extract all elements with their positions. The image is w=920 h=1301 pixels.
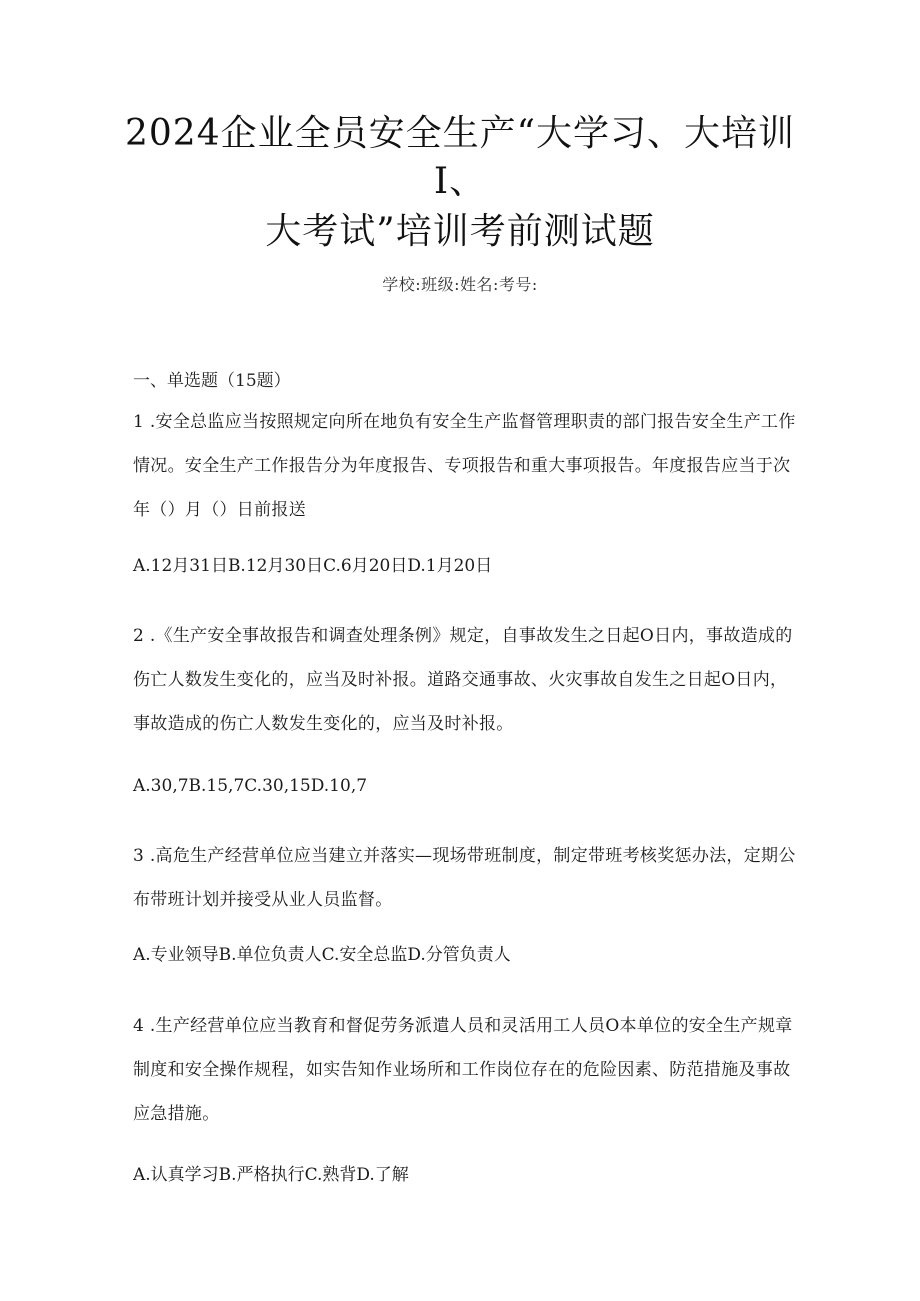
- document-title-line-1: 2024企业全员安全生产“大学习、大培训: [124, 113, 796, 154]
- document-title-line-3: 大考试”培训考前测试题: [265, 211, 655, 252]
- question-2-text: 2 .《生产安全事故报告和调查处理条例》规定，自事故发生之日起O日内，事故造成的伤亡人数发生变化的，应当及时补报。道路交通事故、火灾事故自发生之日起O日内，事故造成的伤亡人数发生变化的，应当及时补报。: [133, 626, 793, 734]
- question-3-options: A.专业领导B.单位负责人C.安全总监D.分管负责人: [133, 945, 511, 965]
- question-4-text: 4 .生产经营单位应当教育和督促劳务派遣人员和灵活用工人员O本单位的安全生产规章制度和安全操作规程，如实告知作业场所和工作岗位存在的危险因素、防范措施及事故应急措施。: [133, 1016, 793, 1124]
- question-3-text: 3 .高危生产经营单位应当建立并落实—现场带班制度，制定带班考核奖惩办法，定期公布带班计划并接受从业人员监督。: [133, 846, 796, 910]
- question-2-options: A.30,7B.15,7C.30,15D.10,7: [133, 776, 368, 796]
- section-heading: 一、单选题（15题）: [133, 371, 291, 391]
- question-4-options: A.认真学习B.严格执行C.熟背D.了解: [133, 1165, 409, 1185]
- document-title-line-2: I、: [433, 161, 487, 202]
- student-info-line: 学校:班级:姓名:考号:: [382, 275, 538, 294]
- question-1-text: 1 .安全总监应当按照规定向所在地负有安全生产监督管理职责的部门报告安全生产工作情况。安全生产工作报告分为年度报告、专项报告和重大事项报告。年度报告应当于次年（）月（）日前报送: [133, 412, 796, 520]
- question-1-options: A.12月31日B.12月30日C.6月20日D.1月20日: [133, 556, 493, 576]
